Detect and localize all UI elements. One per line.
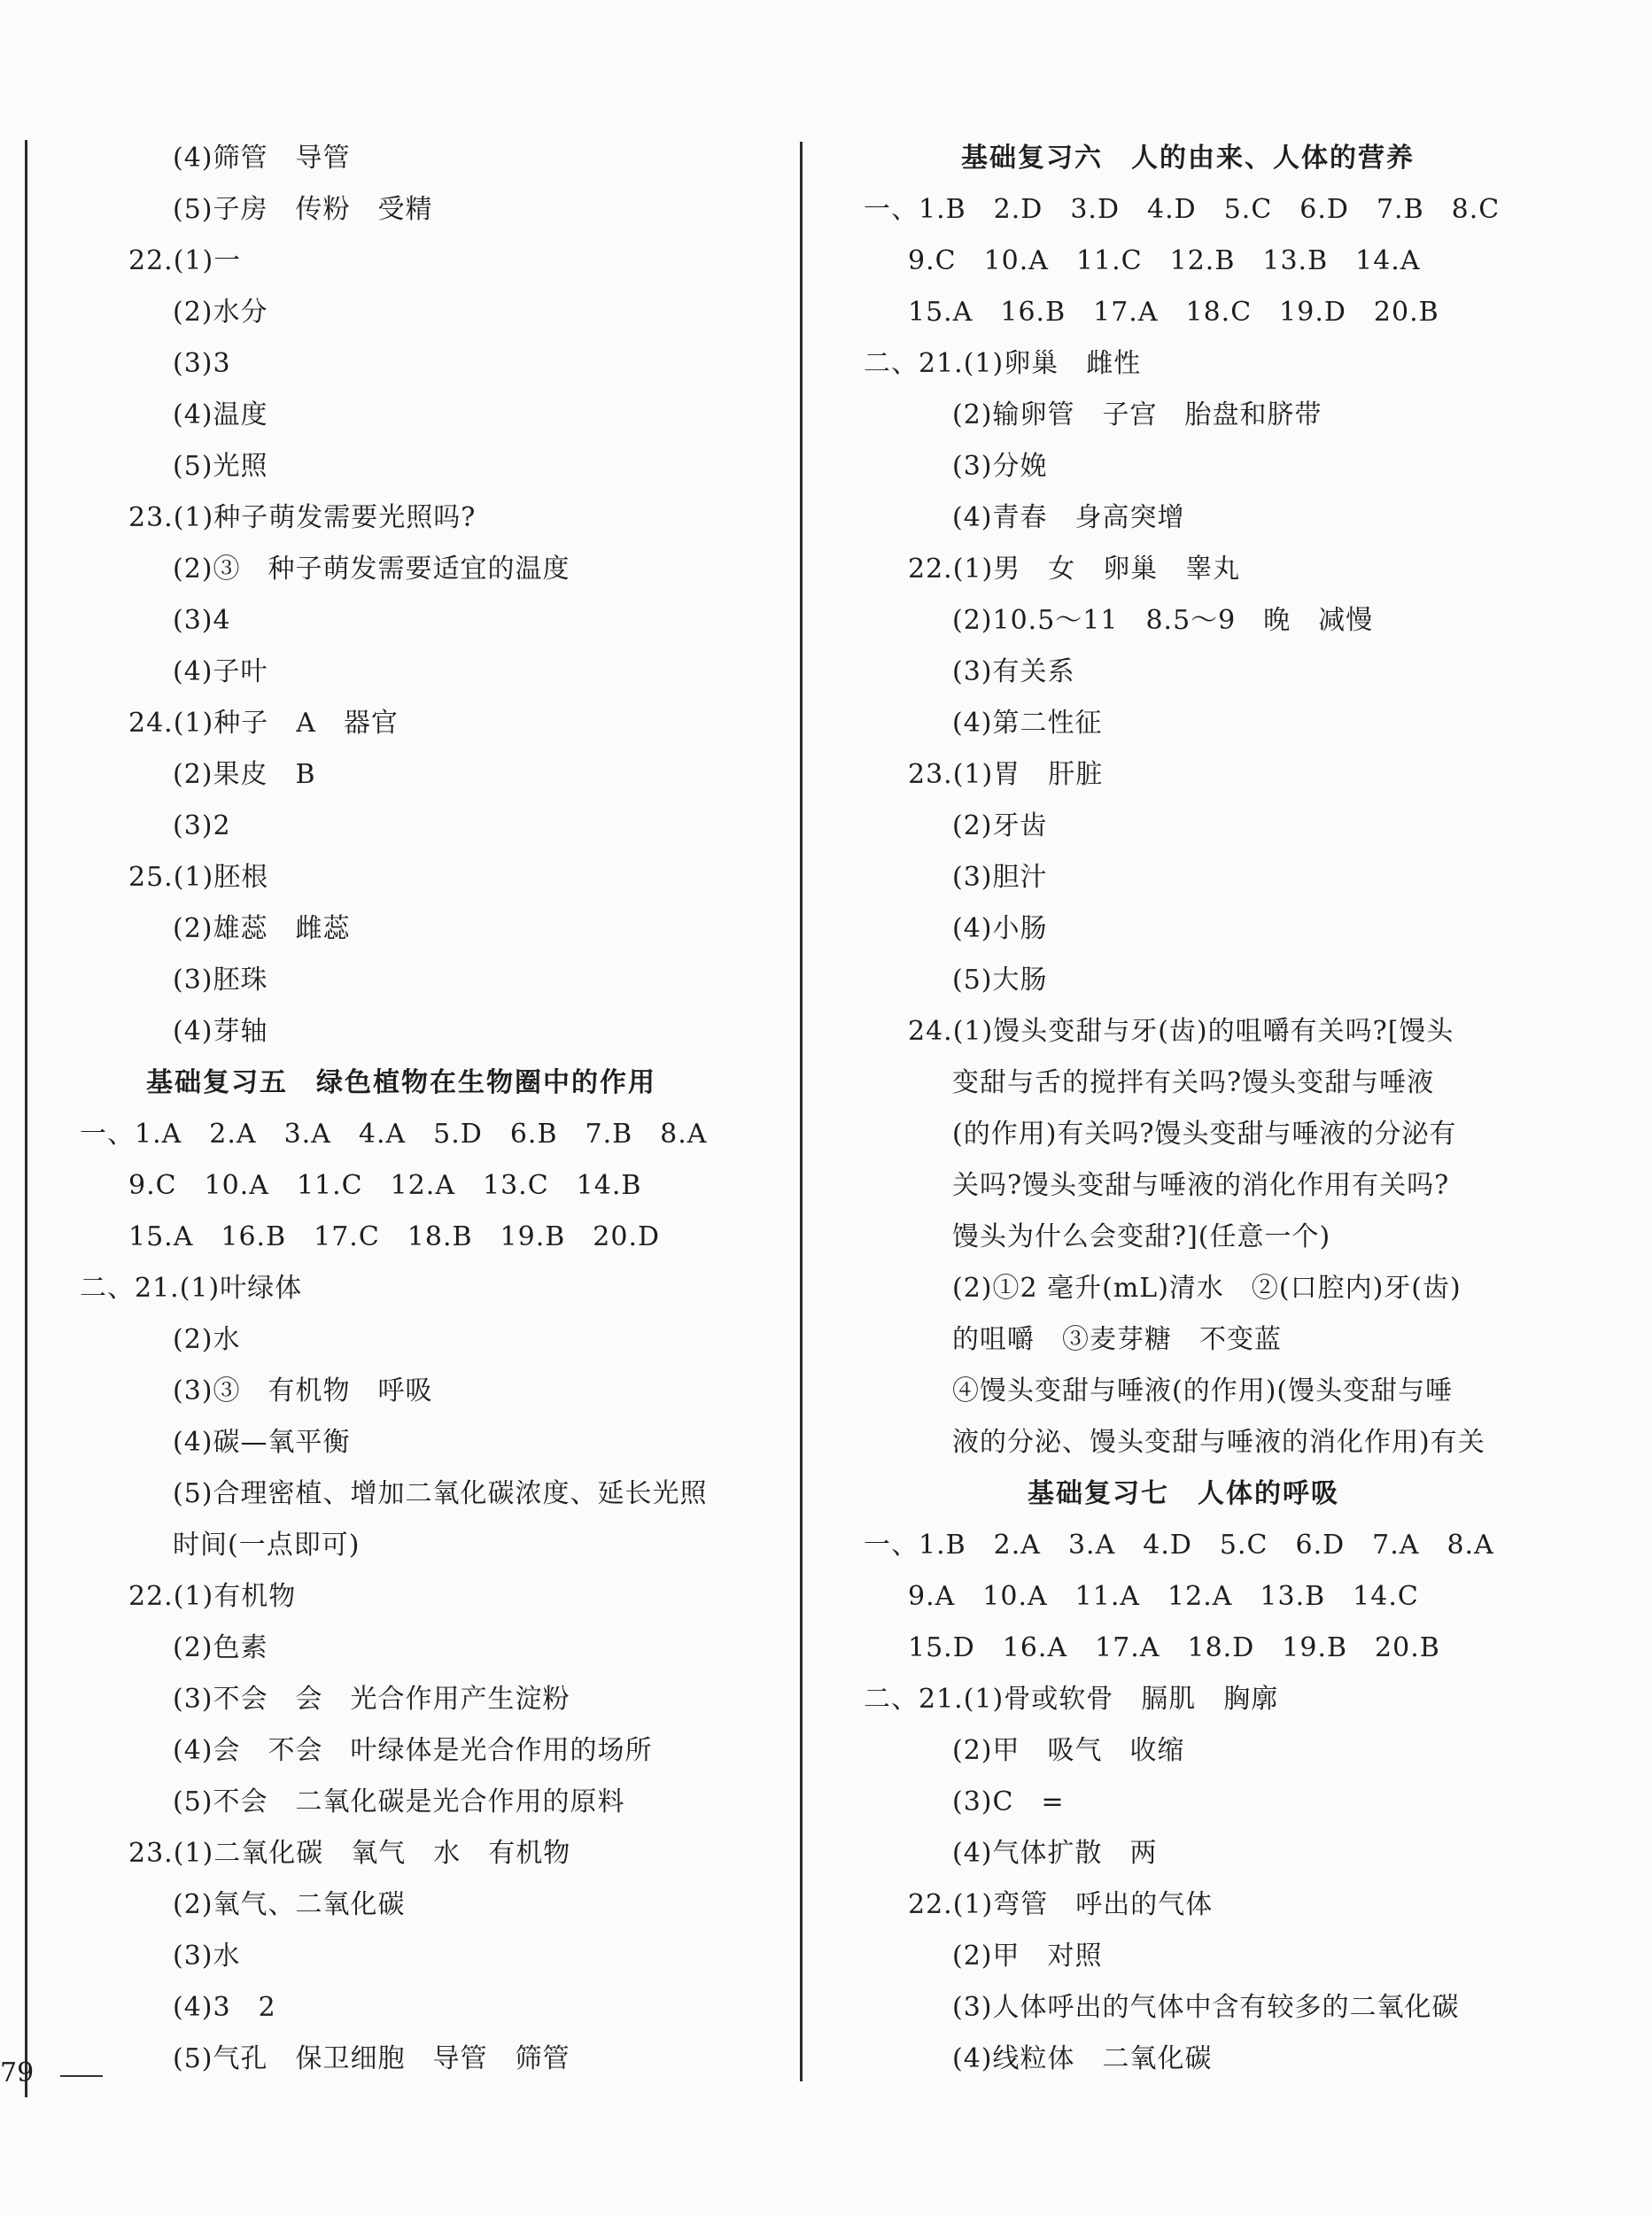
answer-line: 9.C 10.A 11.C 12.A 13.C 14.B — [128, 1170, 642, 1201]
answer-line: 二、21.(1)卵巢 雌性 — [864, 348, 1142, 379]
answer-line: 23.(1)种子萌发需要光照吗? — [128, 502, 477, 533]
answer-line: (4)温度 — [173, 399, 268, 430]
answer-line: 时间(一点即可) — [173, 1530, 361, 1561]
answer-line: (的作用)有关吗?馒头变甜与唾液的分泌有 — [952, 1119, 1457, 1150]
answer-line: (4)筛管 导管 — [173, 143, 351, 174]
answer-line: 9.A 10.A 11.A 12.A 13.B 14.C — [908, 1581, 1419, 1612]
answer-line: 一、1.B 2.A 3.A 4.D 5.C 6.D 7.A 8.A — [864, 1530, 1494, 1561]
answer-line: 22.(1)弯管 呼出的气体 — [908, 1889, 1214, 1920]
answer-line: (3)胆汁 — [952, 862, 1048, 893]
answer-line: 液的分泌、馒头变甜与唾液的消化作用)有关 — [952, 1427, 1485, 1458]
answer-line: (3)分娩 — [952, 451, 1048, 482]
answer-line: (2)雄蕊 雌蕊 — [173, 913, 351, 944]
answer-line: (4)小肠 — [952, 913, 1048, 944]
answer-line: (2)牙齿 — [952, 810, 1048, 841]
answer-line: 二、21.(1)骨或软骨 膈肌 胸廓 — [864, 1684, 1279, 1715]
answer-line: 23.(1)胃 肝脏 — [908, 759, 1104, 790]
page-number: 79 — [0, 2057, 35, 2088]
section-title: 基础复习五 绿色植物在生物圈中的作用 — [146, 1067, 656, 1098]
answer-line: (4)碳—氧平衡 — [173, 1427, 351, 1458]
answer-line: (3)3 — [173, 348, 231, 379]
answer-line: (5)子房 传粉 受精 — [173, 194, 433, 225]
answer-line: 15.A 16.B 17.A 18.C 19.D 20.B — [908, 297, 1439, 328]
answer-line: (5)光照 — [173, 451, 268, 482]
answer-line: 24.(1)馒头变甜与牙(齿)的咀嚼有关吗?[馒头 — [908, 1016, 1454, 1047]
answer-line: 二、21.(1)叶绿体 — [80, 1273, 303, 1304]
right-answer-column — [864, 133, 1625, 2085]
answer-line: 关吗?馒头变甜与唾液的消化作用有关吗? — [952, 1170, 1450, 1201]
left-margin-rule — [25, 140, 27, 2097]
column-divider — [800, 142, 803, 2081]
answer-line: (4)气体扩散 两 — [952, 1838, 1158, 1869]
answer-line: (3)2 — [173, 810, 231, 841]
answer-line: (5)气孔 保卫细胞 导管 筛管 — [173, 2043, 570, 2074]
answer-line: (3)胚珠 — [173, 965, 268, 996]
answer-line: 15.A 16.B 17.C 18.B 19.B 20.D — [128, 1221, 661, 1252]
answer-line: (3)C = — [952, 1786, 1065, 1817]
answer-line: 22.(1)有机物 — [128, 1581, 297, 1612]
section-title: 基础复习七 人体的呼吸 — [1028, 1478, 1339, 1509]
answer-line: 馒头为什么会变甜?](任意一个) — [952, 1221, 1331, 1252]
answer-line: 22.(1)一 — [128, 245, 242, 276]
answer-line: (2)果皮 B — [173, 759, 316, 790]
answer-line: (2)10.5～11 8.5～9 晚 减慢 — [952, 605, 1374, 636]
answer-line: (2)甲 对照 — [952, 1941, 1103, 1972]
page-number-dash — [60, 2075, 103, 2077]
answer-line: 一、1.B 2.D 3.D 4.D 5.C 6.D 7.B 8.C — [864, 194, 1501, 225]
answer-line: 一、1.A 2.A 3.A 4.A 5.D 6.B 7.B 8.A — [80, 1119, 708, 1150]
answer-line: 9.C 10.A 11.C 12.B 13.B 14.A — [908, 245, 1421, 276]
answer-line: (3)4 — [173, 605, 231, 636]
answer-line: (5)大肠 — [952, 965, 1048, 996]
answer-line: (4)3 2 — [173, 1992, 276, 2023]
answer-line: (4)第二性征 — [952, 708, 1103, 739]
answer-line: (2)色素 — [173, 1632, 268, 1663]
answer-line: (2)水分 — [173, 297, 268, 328]
answer-line: (4)子叶 — [173, 656, 268, 687]
answer-line: 变甜与舌的搅拌有关吗?馒头变甜与唾液 — [952, 1067, 1435, 1098]
answer-line: 22.(1)男 女 卵巢 睾丸 — [908, 554, 1241, 585]
answer-line: 的咀嚼 ③麦芽糖 不变蓝 — [952, 1324, 1282, 1355]
answer-line: (4)会 不会 叶绿体是光合作用的场所 — [173, 1735, 653, 1766]
section-title: 基础复习六 人的由来、人体的营养 — [961, 143, 1415, 174]
answer-line: (5)合理密植、增加二氧化碳浓度、延长光照 — [173, 1478, 708, 1509]
answer-line: 25.(1)胚根 — [128, 862, 269, 893]
answer-line: (2)输卵管 子宫 胎盘和脐带 — [952, 399, 1322, 430]
answer-line: 24.(1)种子 A 器官 — [128, 708, 399, 739]
answer-line: (3)有关系 — [952, 656, 1075, 687]
answer-line: (3)水 — [173, 1941, 241, 1972]
answer-line: (3)人体呼出的气体中含有较多的二氧化碳 — [952, 1992, 1460, 2023]
answer-line: (2)甲 吸气 收缩 — [952, 1735, 1185, 1766]
answer-line: (5)不会 二氧化碳是光合作用的原料 — [173, 1786, 625, 1817]
answer-line: ④馒头变甜与唾液(的作用)(馒头变甜与唾 — [952, 1375, 1454, 1406]
answer-line: (3)不会 会 光合作用产生淀粉 — [173, 1684, 570, 1715]
left-answer-column — [80, 133, 779, 2085]
answer-line: 15.D 16.A 17.A 18.D 19.B 20.B — [908, 1632, 1440, 1663]
answer-line: (2)③ 种子萌发需要适宜的温度 — [173, 554, 570, 585]
answer-line: (2)氧气、二氧化碳 — [173, 1889, 406, 1920]
answer-line: (2)①2 毫升(mL)清水 ②(口腔内)牙(齿) — [952, 1273, 1462, 1304]
answer-line: (2)水 — [173, 1324, 241, 1355]
answer-line: (4)芽轴 — [173, 1016, 268, 1047]
answer-line: (4)青春 身高突增 — [952, 502, 1185, 533]
answer-line: (4)线粒体 二氧化碳 — [952, 2043, 1213, 2074]
answer-line: 23.(1)二氧化碳 氧气 水 有机物 — [128, 1838, 571, 1869]
answer-line: (3)③ 有机物 呼吸 — [173, 1375, 433, 1406]
